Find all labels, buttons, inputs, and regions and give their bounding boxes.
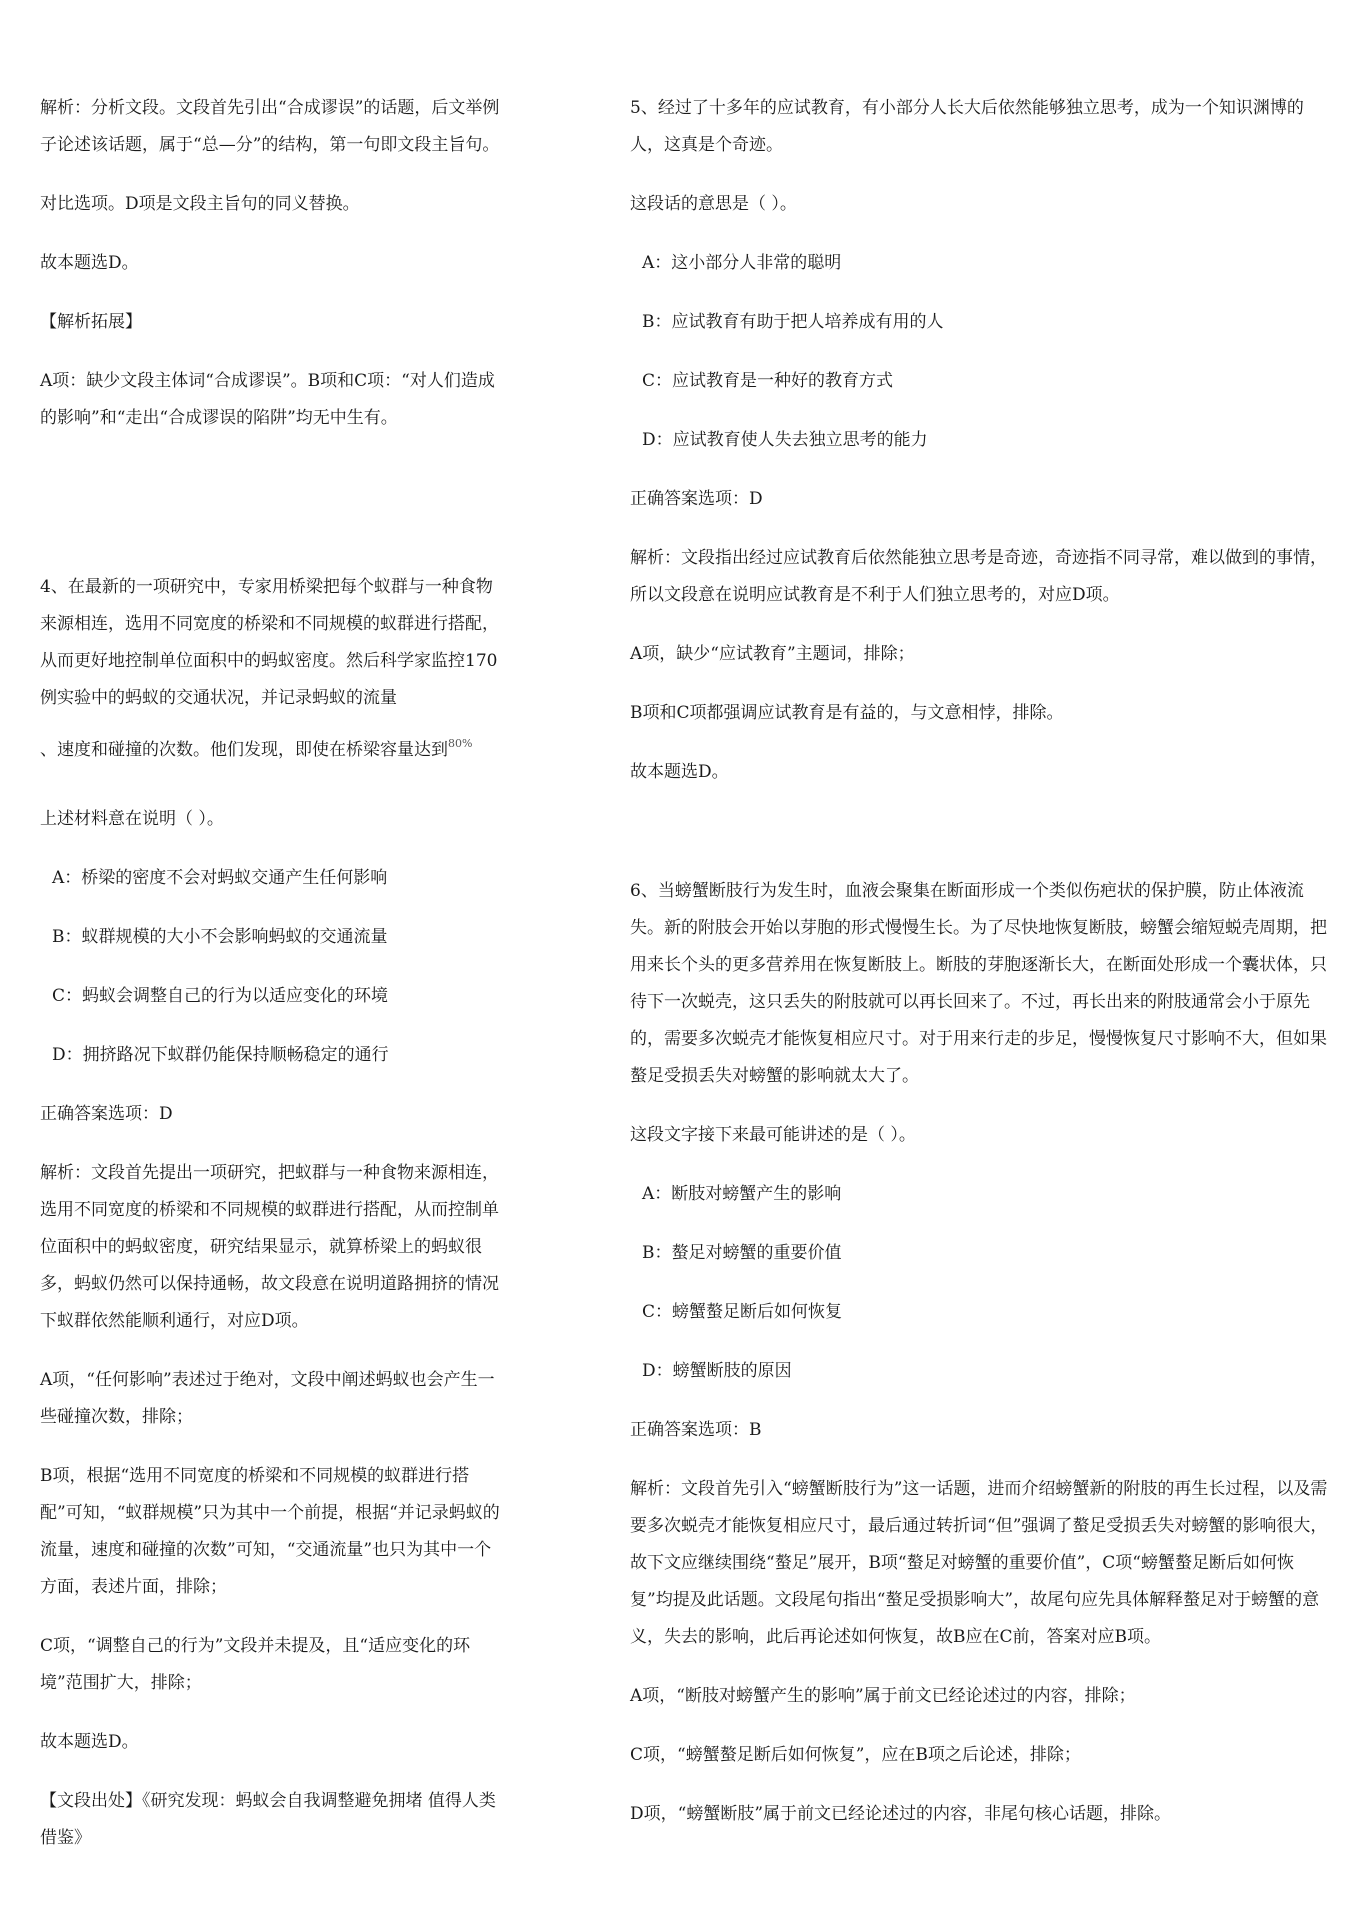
q5-answer: 正确答案选项：D (630, 489, 763, 509)
prev-analysis: 解析：分析文段。文段首先引出“合成谬误”的话题，后文举例子论述该话题，属于“总—分”的结构，第一句即文段主旨句。 (40, 98, 500, 155)
q6-option-b: B：螯足对螃蟹的重要价值 (642, 1243, 842, 1263)
q6-option-d: D：螃蟹断肢的原因 (642, 1361, 792, 1381)
q6-stem: 6、当螃蟹断肢行为发生时，血液会聚集在断面形成一个类似伤疤状的保护膜，防止体液流失。新的附肢会开始以芽胞的形式慢慢生长。为了尽快地恢复断肢，螃蟹会缩短蜕壳周期，把用来长个头的更多营养用在恢复断肢上。断肢的芽胞逐渐长大，在断面处形成一个囊状体，只待下一次蜕壳，这只丢失的附肢就可以再长回来了。不过，再长出来的附肢通常会小于原先的，需要多次蜕壳才能恢复相应尺寸。对于用来行走的步足，慢慢恢复尺寸影响不大，但如果螯足受损丢失对螃蟹的影响就太大了。 (630, 881, 1327, 1086)
q6-a-note: A项，“断肢对螃蟹产生的影响”属于前文已经论述过的内容，排除； (630, 1686, 1136, 1706)
q6-question: 这段文字接下来最可能讲述的是（ ）。 (630, 1125, 916, 1145)
q6-option-c: C：螃蟹螯足断后如何恢复 (642, 1302, 843, 1322)
q5-option-a: A：这小部分人非常的聪明 (642, 253, 842, 273)
q6-c-note: C项，“螃蟹螯足断后如何恢复”，应在B项之后论述，排除； (630, 1745, 1081, 1765)
q5-option-b: B：应试教育有助于把人培养成有用的人 (642, 312, 944, 332)
q5-question: 这段话的意思是（ ）。 (630, 194, 797, 214)
q5-bc-note: B项和C项都强调应试教育是有益的，与文意相悖，排除。 (630, 703, 1064, 723)
prev-compare: 对比选项。D项是文段主旨句的同义替换。 (40, 194, 360, 214)
q4-question: 上述材料意在说明（ ）。 (40, 809, 224, 829)
q4-answer: 正确答案选项：D (40, 1104, 173, 1124)
q5-option-d: D：应试教育使人失去独立思考的能力 (642, 430, 928, 450)
q5-stem: 5、经过了十多年的应试教育，有小部分人长大后依然能够独立思考，成为一个知识渊博的人，这真是个奇迹。 (630, 98, 1304, 155)
spacer (40, 459, 500, 569)
q4-option-b: B：蚁群规模的大小不会影响蚂蚁的交通流量 (52, 927, 388, 947)
spacer (630, 813, 1330, 873)
q6-analysis: 解析：文段首先引入“螃蟹断肢行为”这一话题，进而介绍螃蟹新的附肢的再生长过程，以及需要多次蜕壳才能恢复相应尺寸，最后通过转折词“但”强调了螯足受损丢失对螃蟹的影响很大，故下文应继续围绕“螯足”展开，B项“螯足对螃蟹的重要价值”，C项“螃蟹螯足断后如何恢复”均提及此话题。文段尾句指出“螯足受损影响大”，故尾句应先具体解释螯足对于螃蟹的意义，失去的影响，此后再论述如何恢复，故B应在C前，答案对应B项。 (630, 1479, 1328, 1647)
q5-conclusion: 故本题选D。 (630, 762, 729, 782)
q4-c-note: C项，“调整自己的行为”文段并未提及，且“适应变化的环境”范围扩大，排除； (40, 1636, 471, 1693)
q5-analysis: 解析：文段指出经过应试教育后依然能独立思考是奇迹，奇迹指不同寻常，难以做到的事情，所以文段意在说明应试教育是不利于人们独立思考的，对应D项。 (630, 548, 1327, 605)
q4-stem-part2: 、速度和碰撞的次数。他们发现，即使在桥梁容量达到 (40, 740, 448, 760)
q4-stem-main: 4、在最新的一项研究中，专家用桥梁把每个蚁群与一种食物来源相连，选用不同宽度的桥梁和不同规模的蚁群进行搭配，从而更好地控制单位面积中的蚂蚁密度。然后科学家监控170例实验中的蚂蚁的交通状况，并记录蚂蚁的流量 (40, 577, 499, 708)
q4-source: 【文段出处】《研究发现：蚂蚁会自我调整避免拥堵 值得人类借鉴》 (40, 1791, 496, 1848)
prev-ext-heading: 【解析拓展】 (40, 312, 142, 332)
prev-ext-text: A项：缺少文段主体词“合成谬误”。B项和C项：“对人们造成的影响”和“走出“合成谬误的陷阱”均无中生有。 (40, 371, 495, 428)
prev-conclusion: 故本题选D。 (40, 253, 139, 273)
q4-stem-cont (40, 725, 500, 769)
right-column (630, 90, 1330, 1855)
q4-b-note: B项，根据“选用不同宽度的桥梁和不同规模的蚁群进行搭配”可知，“蚁群规模”只为其中一个前提，根据“并记录蚂蚁的流量，速度和碰撞的次数”可知，“交通流量”也只为其中一个方面，表述片面，排除； (40, 1466, 500, 1597)
q5-option-c: C：应试教育是一种好的教育方式 (642, 371, 894, 391)
q4-stem (40, 569, 500, 717)
q4-a-note: A项，“任何影响”表述过于绝对，文段中阐述蚂蚁也会产生一些碰撞次数，排除； (40, 1370, 495, 1427)
q6-answer: 正确答案选项：B (630, 1420, 762, 1440)
q4-analysis: 解析：文段首先提出一项研究，把蚁群与一种食物来源相连，选用不同宽度的桥梁和不同规模的蚁群进行搭配，从而控制单位面积中的蚂蚁密度，研究结果显示，就算桥梁上的蚂蚁很多，蚂蚁仍然可以保持通畅，故文段意在说明道路拥挤的情况下蚁群依然能顺利通行，对应D项。 (40, 1163, 499, 1331)
q5-a-note: A项，缺少“应试教育”主题词，排除； (630, 644, 915, 664)
q4-conclusion: 故本题选D。 (40, 1732, 139, 1752)
q4-option-c: C：蚂蚁会调整自己的行为以适应变化的环境 (52, 986, 389, 1006)
q4-option-d: D：拥挤路况下蚁群仍能保持顺畅稳定的通行 (52, 1045, 389, 1065)
q4-stem-sup: 80% (448, 737, 473, 750)
q6-d-note: D项，“螃蟹断肢”属于前文已经论述过的内容，非尾句核心话题，排除。 (630, 1804, 1172, 1824)
left-column (40, 90, 500, 1879)
q4-option-a: A：桥梁的密度不会对蚂蚁交通产生任何影响 (52, 868, 388, 888)
q6-option-a: A：断肢对螃蟹产生的影响 (642, 1184, 842, 1204)
